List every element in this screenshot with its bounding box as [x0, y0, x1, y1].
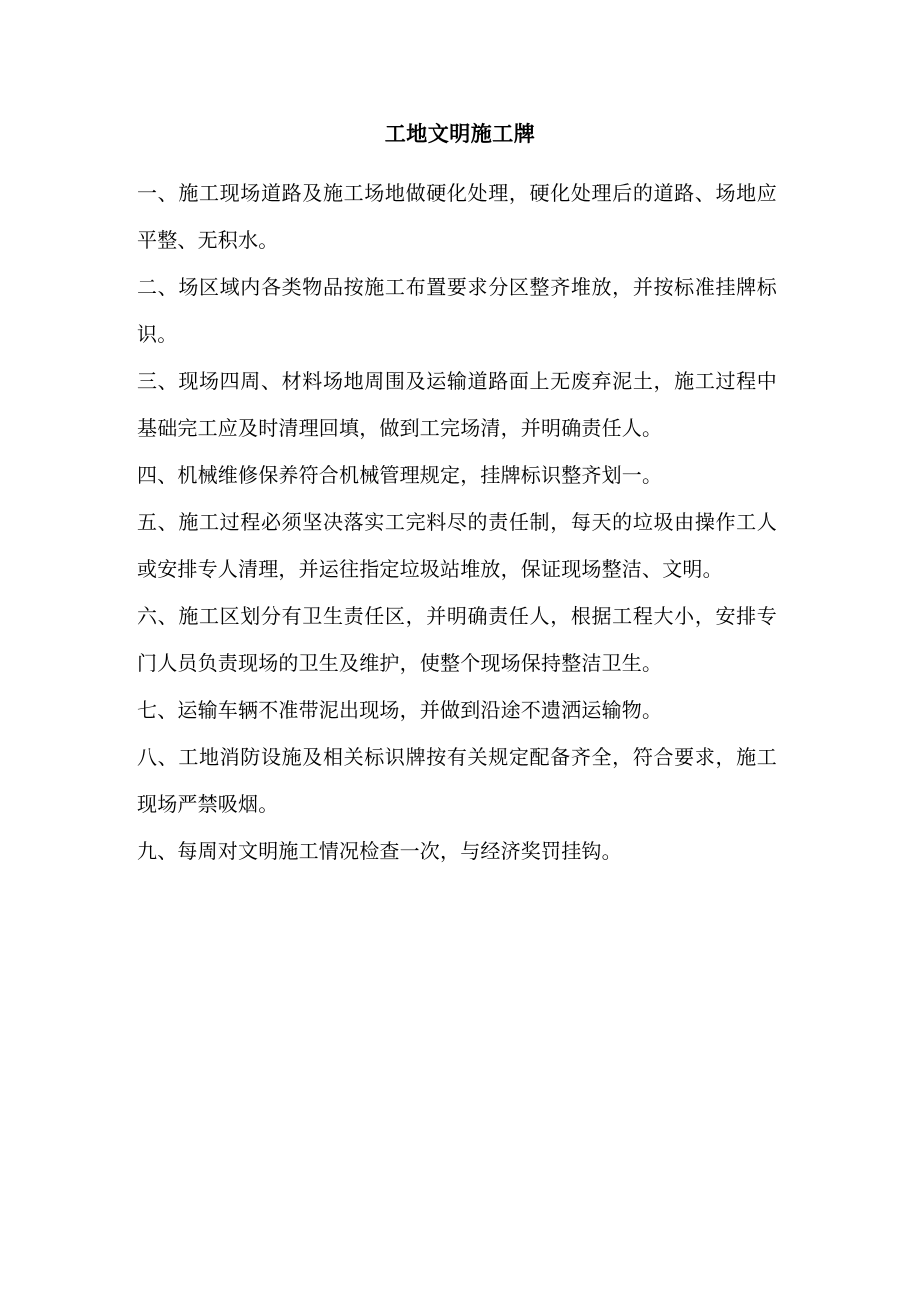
rules-list	[137, 170, 777, 875]
rule-item-6: 六、施工区划分有卫生责任区，并明确责任人，根据工程大小，安排专门人员负责现场的卫生及维护，使整个现场保持整洁卫生。	[137, 604, 777, 675]
rule-item-8: 八、工地消防设施及相关标识牌按有关规定配备齐全，符合要求，施工现场严禁吸烟。	[137, 745, 777, 816]
rule-item-7: 七、运输车辆不准带泥出现场，并做到沿途不遗洒运输物。	[137, 698, 663, 722]
rule-item-9: 九、每周对文明施工情况检查一次，与经济奖罚挂钩。	[137, 839, 622, 863]
rule-item-5: 五、施工过程必须坚决落实工完料尽的责任制，每天的垃圾由操作工人或安排专人清理，并运往指定垃圾站堆放，保证现场整洁、文明。	[137, 510, 777, 581]
rule-item-3: 三、现场四周、材料场地周围及运输道路面上无废弃泥土，施工过程中基础完工应及时清理回填，做到工完场清，并明确责任人。	[137, 369, 777, 440]
rule-item-1: 一、施工现场道路及施工场地做硬化处理，硬化处理后的道路、场地应平整、无积水。	[137, 181, 777, 252]
rule-item-4: 四、机械维修保养符合机械管理规定，挂牌标识整齐划一。	[137, 463, 663, 487]
rule-item-2: 二、场区域内各类物品按施工布置要求分区整齐堆放，并按标准挂牌标识。	[137, 275, 777, 346]
document-title: 工地文明施工牌	[384, 122, 536, 146]
